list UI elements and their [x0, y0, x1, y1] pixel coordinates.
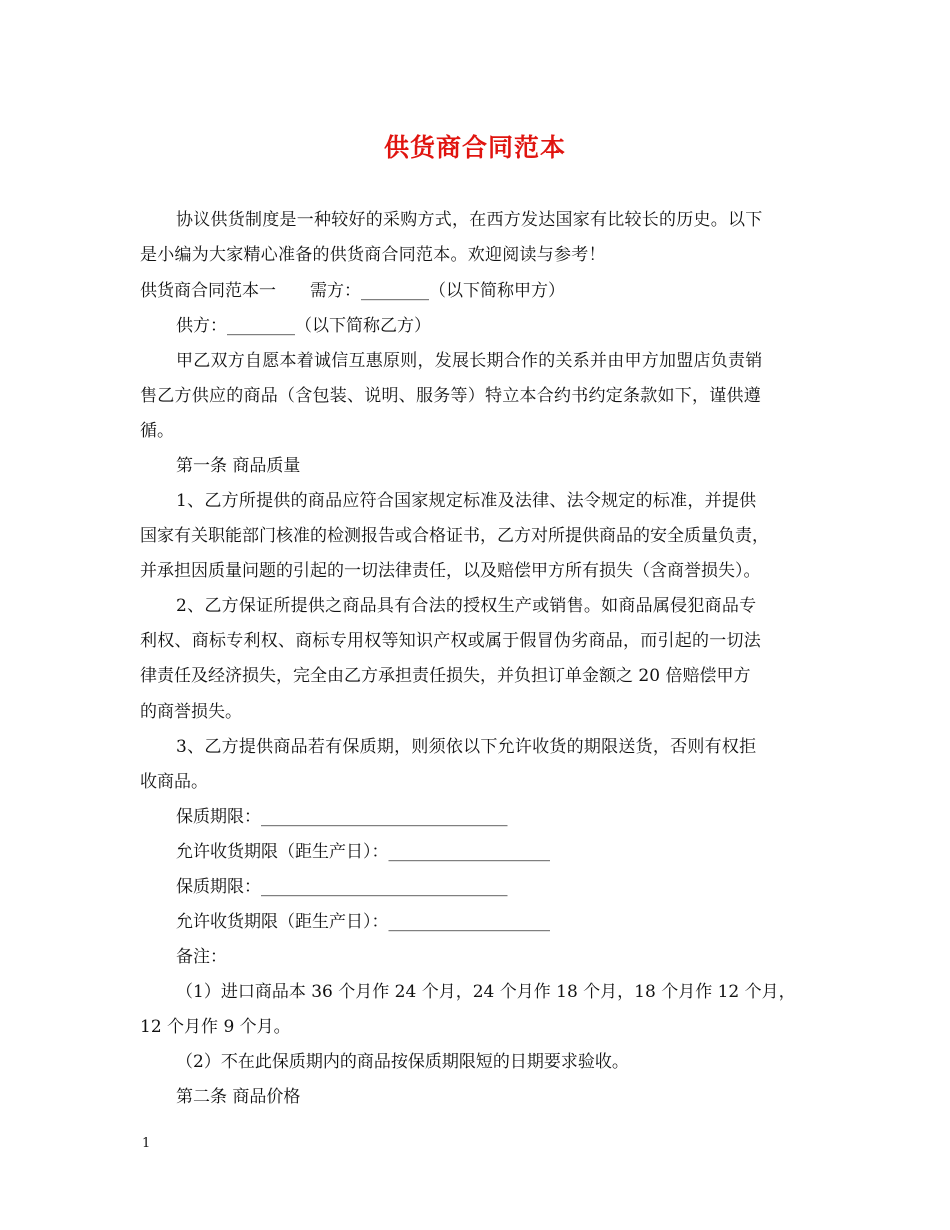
paragraph-line: （2）不在此保质期内的商品按保质期限短的日期要求验收。	[176, 1052, 629, 1072]
paragraph-line: 3、乙方提供商品若有保质期，则须依以下允许收货的期限送货，否则有权拒	[176, 737, 757, 757]
paragraph-line: 的商誉损失。	[140, 702, 242, 722]
paragraph-line: 利权、商标专利权、商标专用权等知识产权或属于假冒伪劣商品，而引起的一切法	[140, 631, 761, 651]
section-heading: 第二条 商品价格	[176, 1087, 301, 1107]
section-heading: 第一条 商品质量	[176, 456, 301, 476]
paragraph-line: 售乙方供应的商品（含包装、说明、服务等）特立本合约书约定条款如下，谨供遵	[140, 386, 761, 406]
paragraph-line: 是小编为大家精心准备的供货商合同范本。欢迎阅读与参考！	[140, 245, 606, 265]
paragraph-line: 律责任及经济损失，完全由乙方承担责任损失，并负担订单金额之 20 倍赔偿甲方	[140, 666, 751, 686]
form-blank-line: 保质期限：_____________________________	[176, 877, 508, 897]
paragraph-line: （1）进口商品本 36 个月作 24 个月，24 个月作 18 个月，18 个月作 12 个月，	[176, 982, 796, 1002]
paragraph-line: 并承担因质量问题的引起的一切法律责任，以及赔偿甲方所有损失（含商誉损失）。	[140, 561, 761, 581]
paragraph-line: 甲乙双方自愿本着诚信互惠原则，发展长期合作的关系并由甲方加盟店负责销	[176, 351, 763, 371]
paragraph-line: 收商品。	[140, 772, 208, 792]
paragraph-line: 1、乙方所提供的商品应符合国家规定标准及法律、法令规定的标准，并提供	[176, 491, 757, 511]
paragraph-line: 2、乙方保证所提供之商品具有合法的授权生产或销售。如商品属侵犯商品专	[176, 596, 757, 616]
paragraph-line: 供方：________（以下简称乙方）	[176, 316, 431, 336]
paragraph-line: 协议供货制度是一种较好的采购方式，在西方发达国家有比较长的历史。以下	[176, 210, 763, 230]
paragraph-line: 供货商合同范本一 需方：________（以下简称甲方）	[140, 281, 565, 301]
document-title: 供货商合同范本	[383, 133, 566, 162]
paragraph-line: 循。	[140, 421, 174, 441]
page-number: 1	[142, 1136, 151, 1151]
paragraph-line: 12 个月作 9 个月。	[140, 1017, 291, 1037]
form-blank-line: 允许收货期限（距生产日）：___________________	[176, 842, 550, 862]
paragraph-line: 国家有关职能部门核准的检测报告或合格证书，乙方对所提供商品的安全质量负责，	[140, 526, 769, 546]
form-blank-line: 保质期限：_____________________________	[176, 807, 508, 827]
notes-heading: 备注：	[176, 947, 227, 967]
form-blank-line: 允许收货期限（距生产日）：___________________	[176, 912, 550, 932]
